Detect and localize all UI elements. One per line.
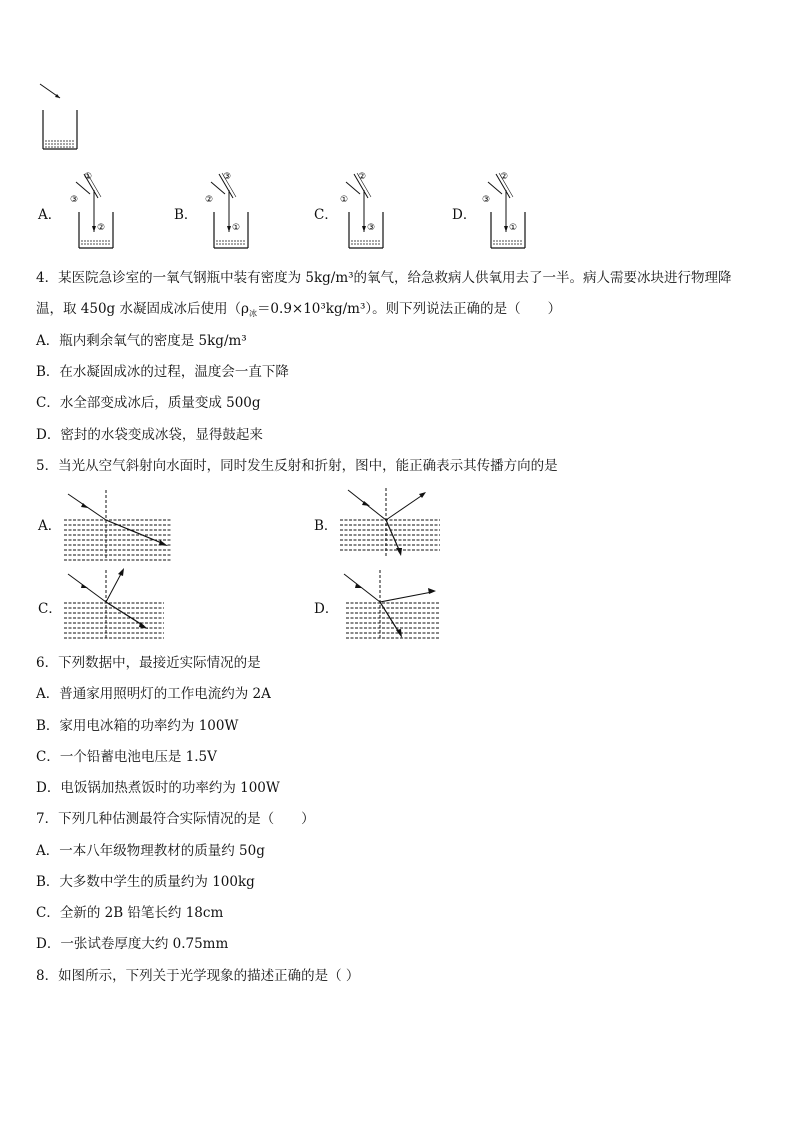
q7-option-a: A．一本八年级物理教材的质量约 50g <box>36 843 265 859</box>
q3-c-mark-2: ① <box>340 195 349 205</box>
q3-option-a-figure <box>66 168 126 250</box>
q6-option-b: B．家用电冰箱的功率约为 100W <box>36 718 239 734</box>
q3-b-mark-2: ② <box>205 195 214 205</box>
q5-option-c-figure <box>64 566 184 646</box>
q3-a-mark-1: ① <box>84 172 93 182</box>
q3-c-mark-3: ③ <box>367 223 376 233</box>
q4-option-d: D．密封的水袋变成冰袋，显得鼓起来 <box>36 427 263 443</box>
q6-option-a: A．普通家用照明灯的工作电流约为 2A <box>36 686 271 702</box>
q5-option-d-label: D． <box>314 601 339 617</box>
q5-option-c-label: C． <box>38 601 62 617</box>
q3-option-d-figure <box>478 168 538 250</box>
q3-option-c-label: C． <box>314 207 338 223</box>
q4-stem-line1: 4．某医院急诊室的一氧气钢瓶中装有密度为 5kg/m³的氧气，给急救病人供氧用去了一半。病人需要冰块进行物理降 <box>36 270 732 286</box>
q3-a-mark-2: ③ <box>70 195 79 205</box>
q3-option-b-figure <box>201 168 261 250</box>
q7-stem: 7．下列几种估测最符合实际情况的是（ ） <box>36 811 315 827</box>
q3-c-mark-1: ② <box>358 172 367 182</box>
q4-stem-line2-a: 温，取 450g 水凝固成冰后使用（ρ <box>36 301 249 317</box>
q3-a-mark-3: ② <box>97 223 106 233</box>
q4-option-c: C．水全部变成冰后，质量变成 500g <box>36 395 261 411</box>
q3-d-mark-3: ① <box>509 223 518 233</box>
top-beaker-figure <box>36 80 86 152</box>
q6-option-c: C．一个铅蓄电池电压是 1.5V <box>36 749 217 765</box>
q3-d-mark-2: ③ <box>482 195 491 205</box>
q4-rho-subscript: 冰 <box>248 309 257 318</box>
q7-option-b: B．大多数中学生的质量约为 100kg <box>36 874 255 890</box>
q8-stem: 8．如图所示，下列关于光学现象的描述正确的是（ ） <box>36 968 360 984</box>
q5-option-a-figure <box>64 486 184 566</box>
q7-option-c: C．全新的 2B 铅笔长约 18cm <box>36 905 224 921</box>
q3-option-b-label: B． <box>174 207 198 223</box>
q6-stem: 6．下列数据中，最接近实际情况的是 <box>36 655 261 671</box>
q4-stem-line2-b: ＝0.9×10³kg/m³）。则下列说法正确的是（ ） <box>256 301 562 317</box>
q4-option-a: A．瓶内剩余氧气的密度是 5kg/m³ <box>36 333 247 349</box>
q4-option-b: B．在水凝固成冰的过程，温度会一直下降 <box>36 364 289 380</box>
q5-stem: 5．当光从空气斜射向水面时，同时发生反射和折射，图中，能正确表示其传播方向的是 <box>36 458 558 474</box>
q5-option-a-label: A． <box>38 518 62 534</box>
q5-option-b-figure <box>340 486 460 566</box>
q3-b-mark-1: ③ <box>223 172 232 182</box>
q3-option-c-figure <box>336 168 396 250</box>
q5-option-b-label: B． <box>314 518 338 534</box>
q3-d-mark-1: ② <box>500 172 509 182</box>
q3-option-d-label: D． <box>452 207 477 223</box>
q4-stem-line2 <box>36 299 561 324</box>
q5-option-d-figure <box>340 566 460 646</box>
q7-option-d: D．一张试卷厚度大约 0.75mm <box>36 936 229 952</box>
q6-option-d: D．电饭锅加热煮饭时的功率约为 100W <box>36 780 280 796</box>
q3-option-a-label: A． <box>38 207 62 223</box>
q3-b-mark-3: ① <box>232 223 241 233</box>
